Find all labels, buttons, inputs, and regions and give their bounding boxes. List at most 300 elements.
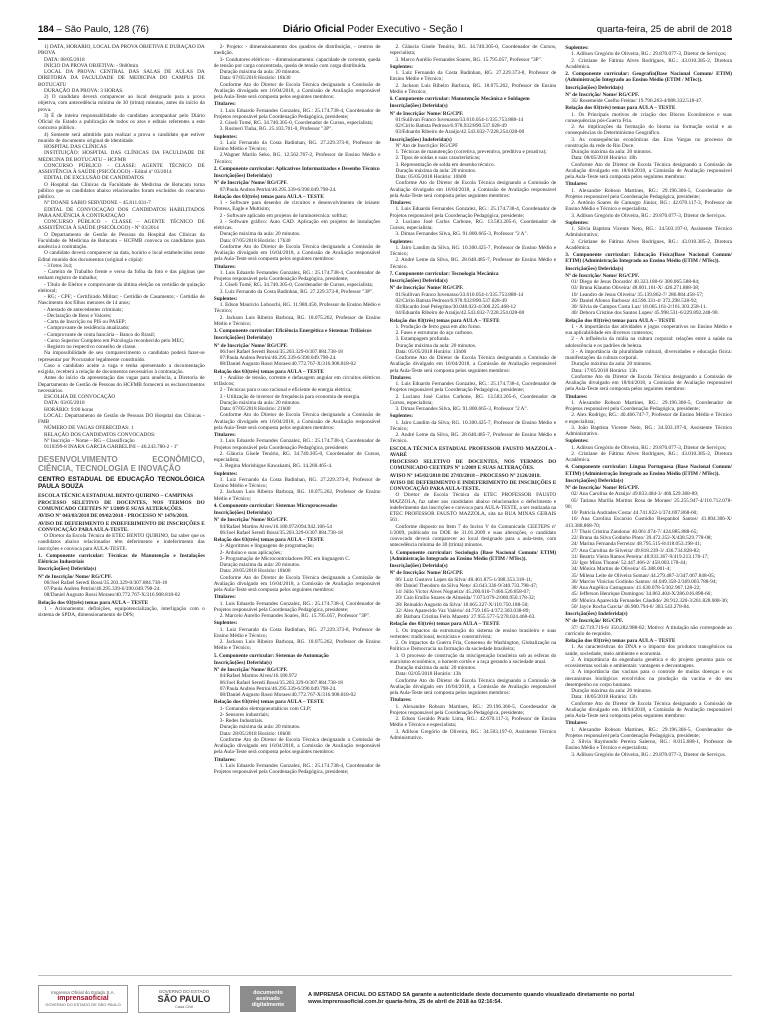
paragraph: 04/Eduardo Ribeiro de Araújo/42.543.032-7/228.254.028-00	[395, 310, 525, 317]
paragraph: Nº de Inscrição/ Nome/ RG/CPF.	[213, 517, 288, 524]
paragraph: AVISO Nº 043/03/2018 DE 09/02/2018 - PROCESSO Nº 1476/2018.	[38, 513, 189, 520]
paragraph: Suplentes:	[213, 470, 238, 477]
paragraph: 1. Os impactos da estruturação do sistema de ensino brasileiro e suas vertentes: tradicional, tecnicista e construtivista;	[389, 627, 557, 640]
paragraph: PROCESSO SELETIVO DE DOCENTES, NOS TERMOS DO COMUNICADO CEETEPS Nº 1/2009 E SUAS ALTERAÇÕES.	[389, 459, 557, 472]
paragraph: 16/ Ana Carolina Escarsio Custódio Respanhol Santos/ 41.804.306-X/ 413.388.868-70;	[565, 516, 732, 529]
paragraph: - Carta de Inscrição no PIS ou PASEP;	[44, 319, 127, 325]
paragraph: - Título de Eleitor e comprovante da última eleição ou certidão de quitação eleitoral;	[38, 281, 205, 294]
paragraph: Titulares:	[389, 374, 412, 381]
paragraph: Nº de Inscrição/ Nome/ RG/CPF.	[389, 285, 464, 292]
paragraph: 32/ Alex Aparecido Vaz Valério/ 44.759.165-4/372.303.038-89;	[395, 607, 530, 614]
paragraph: 08/Daniel Augusto Rossi Moraes/40.772.767-X/316.908.818-02	[44, 592, 181, 599]
column-3	[390, 44, 557, 969]
paragraph: Conforme Ato do Diretor de Escola Técnica designando a Comissão de Avaliação divulgado em 16/04/2018, a Comissão de Avaliação responsável pela Aula-Teste será composta pelos seguintes membros:	[389, 355, 557, 374]
digital-signature-badge	[240, 986, 296, 1012]
paragraph: 30/ Silvia de Campos Costa Luz/ 18.065.161-2/161.303.258-11.	[571, 304, 707, 310]
paragraph: Titulares:	[565, 720, 588, 727]
paragraph: Duração máxima da aula: 20 minutos.	[219, 562, 301, 568]
paragraph: AVISO DE DEFERIMENTO E INDEFERIMENTO DE INSCRIÇÕES E CONVOCAÇÃO PARA AULA-TESTE.	[38, 520, 205, 533]
paragraph: Duração máxima da aula: 20 minutos.	[219, 399, 301, 406]
paragraph: DATA: 03/05/2018	[44, 400, 85, 407]
paragraph: 07/Paula Andrea Petrini/46.295.339-6/390.049.798-24.	[219, 355, 337, 361]
paragraph: ESCOLHA DE CONVOCAÇÃO	[44, 394, 116, 400]
paragraph: Nº de Inscrição/ Nome/ RG/CPF.	[389, 110, 464, 117]
paragraph: Titulares:	[213, 432, 236, 438]
paragraph: 0110399-8 INARA GARCIA GARBELINI – 46.243.780-2 - 1º	[44, 444, 179, 450]
column-1-bottom-text	[38, 493, 205, 619]
paragraph: 1. Alexandre Robson Martines, RG.: 29.196.366-5, Coordenador de Projetos responsável pela Coordenação Pedagógica, presidente;	[389, 703, 557, 716]
paragraph: Suplentes:	[565, 219, 589, 226]
paragraph: 2. André Leme da Silva, RG. 28.648.485-7, Professor de Ensino Médio e Técnico.	[389, 257, 557, 270]
paragraph: NÚMERO DE VAGAS OFERECIDAS: 1	[44, 425, 134, 432]
paragraph: 1. Os Principais motivos de criação dos Blocos Econômicos e suas consequências pós-Guerra Fria.	[565, 111, 732, 124]
paragraph: 36/ Marcos Vinicius Godinho Santos/ 44.049.358-2/369.003.788-94;	[571, 578, 717, 585]
paragraph: - 3 fotos 3x4;	[44, 262, 73, 269]
paragraph: 1. Luis Eduardo Fernandes Gonzalez, RG.: 25.174.738-4, Coordenador de Projetos responsável pela Coordenação Pedagógica, presidente;	[213, 600, 381, 613]
paragraph: Conforme Ato do Diretor de Escola Técnica designando a Comissão de Avaliação divulgado em 16/04/2018, a Comissão de Avaliação responsável pela Aula-Teste será composta pelos seguintes membros:	[213, 736, 381, 756]
paragraph: O Hospital das Clínicas da Faculdade de Medicina de Botucatu torna público que os candidatos abaixo relacionados foram excluídos do concurso público.	[38, 181, 205, 200]
paragraph: Data: 07/05/2018 Horário: 18h30	[219, 75, 291, 82]
paragraph: 3. Componente curricular: Educação Física(Base Nacional Comum/ ETIM) (Administração Integrado ao Ensino Médio (ETIM / MTec)).	[565, 252, 732, 265]
paragraph: Suplentes:	[389, 238, 414, 245]
paragraph: 1. Silvia Baptista Vicente Neto, RG.: 34.503.197-0, Assistente Técnico Administrativo;	[565, 226, 732, 239]
paragraph: 2. Giseli Tomé, RG. 34.740.305-0, Coordenador de Cursos, especialista;	[219, 120, 374, 126]
paragraph: 3 - Utilização de inversor de frequência para economia de energia.	[219, 393, 361, 400]
paragraph: 1. Luis Eduardo Fernandes Gonzalez, RG.: 25.174.738-4, Coordenador de Projetos responsável pela Coordenação Pedagógica, presidente;	[213, 762, 381, 775]
paragraph: O Diretor da Escola Técnica de ETEC BENTO QUIRINO, faz saber que os candidatos abaixo relacionados têm deferimento e indeferimento das inscrições e convoca para AULA-TESTE.	[38, 533, 205, 552]
section-title: DESENVOLVIMENTO ECONÔMICO, CIÊNCIA, TECNOLOGIA E INOVAÇÃO	[38, 455, 205, 474]
paragraph: PROCESSO SELETIVO DE DOCENTES, NOS TERMOS DO COMUNICADO CEETEPS Nº 1/2009 E SUAS ALTERAÇÕES.	[38, 499, 205, 513]
paragraph: Inscrição(ões) Deferida(s)	[38, 566, 97, 573]
paragraph: 1 - A importância das atividades e jogos cooperativos no Ensino Médio e sua aplicabilidade em diversos contextos;	[565, 323, 732, 336]
paragraph: Titulares:	[213, 756, 236, 763]
paragraph: Conforme Ato do Diretor de Escola Técnica designando a Comissão de Avaliação divulgado em 18/04/2018, a Comissão de Avaliação responsável pela Aula-Teste será composta pelos seguintes membros:	[565, 700, 732, 719]
paragraph: 02/Cirilo Batista Pedroso/6.978.932/890.537.028-49	[395, 297, 507, 304]
paragraph: 2.Wagner Marilo Seko, RG. 12.562.767-2, Professor de Ensino Médio e Técnico;	[213, 152, 381, 165]
paragraph: Suplentes:	[389, 413, 414, 420]
paragraph: 3. Regina Morishigue Kawakami, RG. 14.260.465-4.	[219, 463, 333, 470]
paragraph: HOSPITAL DAS CLÍNICAS	[44, 144, 107, 150]
paragraph: 2. Gláucia Gisele Tenório, RG. 34.740.305-0, Coordenador de Cursos, especialista;	[389, 44, 557, 57]
paragraph: 1. Componente curricular: Sociologia (Base Nacional Comum/ ETIM) (Administração Integrado ao Ensino Médio (ETIM / MTec)).	[389, 549, 557, 562]
paragraph: Conforme Ato do Diretor de Escola Técnica designando a Comissão de Avaliação divulgado em 16/04/2018, a Comissão de Avaliação responsável pela Aula-Teste será composta pelos seguintes membros:	[213, 243, 381, 263]
paragraph: 3) É de inteira responsabilidade do candidato acompanhar pelo Diário Oficial do Estado a publicação de todos os atos e editais referentes a este concurso público.	[38, 112, 205, 132]
journal-title: Diário Oficial	[282, 23, 345, 35]
paragraph: Conforme Ato do Diretor de Escola Técnica designando a Comissão de Avaliação divulgado em 16/04/2018, a Comissão de Avaliação responsável pela Aula-Teste será composta pelos seguintes membros:	[213, 81, 381, 100]
paragraph: 06/Joel Rafael Seredi Bossi/35.203.329-0/307.884.738-18	[219, 529, 343, 536]
paragraph: O candidato deverá comparecer na data, horário e local estabelecidos neste Edital munido dos documentos (original e cópia):	[38, 250, 205, 263]
paragraph: Duração máxima da aula: 20 minutos.	[571, 688, 652, 694]
paragraph: Titulares:	[565, 181, 588, 188]
organization-title: CENTRO ESTADUAL DE EDUCAÇÃO TECNOLÓGICA PAULA SOUZA	[38, 476, 205, 491]
paragraph: 3. Estampagem profunda.	[395, 336, 450, 343]
paragraph: Suplentes:	[565, 438, 589, 445]
paragraph: Duração máxima da aula: 20 minutos.	[395, 342, 477, 349]
paragraph: 35/ Rosemeide Coelho Freitas/ 19.796.263-4/088.332.518-47.	[571, 98, 703, 104]
paragraph: - Registro no respectivo conselho de classe.	[44, 344, 137, 350]
paragraph: 2. Edson Geraldo Prado Lima, RG.: 42.670.117-3, Professor de Ensino Médio e Técnico e especialista;	[389, 716, 557, 729]
paragraph: 07/Paula Andrea Petrini/46.295.339-6/390.049.798-24.	[44, 586, 161, 593]
paragraph: 20/ Caio Emílio Soares de Almeida/ 7.073.079-2/060.950.178-32;	[395, 595, 536, 602]
journal-subtitle: Poder Executivo - Seção I	[347, 23, 463, 35]
paragraph: 1. Luis Eduardo Fernandes Gonzalez, RG.: 25.174.738-4, Coordenador de Projetos responsável pela Coordenação Pedagógica, presidente;	[213, 269, 381, 282]
cert-line-2: assinado	[256, 995, 280, 1002]
header-left	[38, 24, 149, 35]
paragraph: 1. Alexandre Robson Martines, RG.: 29.196.366-5, Coordenador de Projetos responsável pela Coordenação Pedagógica, presidente;	[565, 399, 732, 412]
paragraph: Duração máxima da aula: 20 minutos.	[219, 724, 301, 731]
paragraph: Inscrição(ões) Deferida(s)	[213, 173, 272, 179]
paragraph: Titulares:	[213, 594, 236, 601]
paragraph: 3. Luiz Fernando da Costa Badinhan, RG. 27.229.373-8, Professor "3P".	[219, 288, 374, 295]
imprensa-oficial-logo	[38, 985, 128, 1013]
paragraph: 3. Dimas Fernandes Silva, RG. 91.800.665-3, Professor "2 A".	[395, 406, 528, 412]
paragraph: 1 - Análise de tensão, corrente e defasagem angular em circuitos elétricos trifásicos;	[213, 374, 381, 387]
paragraph: O Diretor de Escola Técnica da ETEC PROFESSOR FAUSTO MAZZOLA, faz saber aos candidatos abaixo relacionados o deferimento e indeferimento das inscrições e convoca para AULA-TESTE, a ser realizada na ETEC PROFESSOR FAUSTO MAZZOLA, sita na RUA MINAS GERAIS 561.	[389, 492, 557, 524]
paragraph: HORÁRIO: 9:00 horas	[44, 406, 94, 413]
authenticity-notice: A IMPRENSA OFICIAL DO ESTADO SA garante a autenticidade deste documento quando visualizado diretamente no portal www.imprensaoficial.com.br quarta-feira, 25 de abril de 2018 às 02:16:54.	[308, 991, 635, 1005]
paragraph: 3. O processo de construção da miscigenação brasileira sob as esferas do marxismo econômico, o homem cortês e a raça gerando a sociedade atual.	[389, 652, 557, 665]
paragraph: 31/ Beatriz Vieira Ramos Pereira/ 48.933.367-9/419.213.178-17;	[571, 553, 709, 560]
paragraph: Nº Ato de Inscrição/ RG/CPF	[395, 142, 459, 149]
paragraph: ESCOLA TÉCNICA ESTADUAL BENTO QUIRINO – CAMPINAS	[38, 492, 194, 499]
paragraph: 08/Daniel Augusto Rossi Moraes/40.772.767-X/316.908.818-02	[219, 361, 356, 368]
paragraph: 45/ Jefferson Henrique Domingos/ 34.863.404-X/286.016.898-66;	[571, 591, 712, 598]
paragraph: 4. Componente curricular: Sistemas Microprocessados	[213, 502, 338, 509]
seal-top-text: Imprensa Oficial do Estado S.A.	[51, 990, 115, 995]
paragraph: 3. Rosineri Tiuba, RG. 25.103.701-0, Professor "3P".	[219, 126, 333, 133]
paragraph: 2. Componente curricular: Aplicativos Informatizados e Desenho Técnico	[213, 165, 380, 172]
paragraph: Conforme disposto no Item 7 do Inciso V do Comunicado CEETEPS nº 1/2009, publicado no DOE de 31.01.2009 e suas alterações, o candidato convocado deverá comparecer ao local designado para a aula-teste, com antecedência mínima de 30 (trinta) minutos.	[389, 523, 557, 549]
seal-bottom-text: GOVERNO DO ESTADO DE SÃO PAULO	[45, 1002, 121, 1007]
paragraph: Na impossibilidade de seu comparecimento o candidato poderá fazer-se representar por Procurador legalmente constituído.	[38, 350, 205, 363]
paragraph: 2. Alex Rodrigo, RG.: 40.466.747-7, Professor de Ensino Médio e Técnico e especialista;	[565, 412, 732, 425]
paragraph: - Carteira de Trabalho frente e verso da folha da foto e das páginas que tenham registro de trabalho;	[38, 269, 205, 282]
paragraph: 17/ Thais Cristina Zandona/ 40.061.074-7/ 424.885.888-65;	[571, 528, 698, 535]
paragraph: 2. Antônio Soares de Camargo Júnior, RG.: 42.670.117-3, Professor de Ensino Médio e Técnico e especialista;	[565, 200, 732, 213]
paragraph: 49/ Mônica Aparecida Fernandes Cândido/ 28.912.320-3/261.828.008-36;	[571, 597, 729, 604]
paragraph: Inscrição(ões) Indeferida(s)	[565, 611, 628, 617]
paragraph: 2. A importância da engenharia genética e do projeto genoma para os ecossistemas sociais e ambientais: vantagens e desvantagens.	[565, 656, 732, 669]
paragraph: Relação dos 03(três) temas para AULA – TESTE	[565, 105, 676, 112]
paragraph: 2. Os impactos da Guerra Fria, Consenso de Washington, Globalização na Política e Democracia na formação da sociedade brasileira;	[389, 640, 557, 653]
paragraph: 37/ 42.719.719-6/ 350.282.988-82; Motivo: A titulação não corresponde ao currículo de requisito.	[565, 624, 732, 637]
paragraph: 1) DATA, HORÁRIO, LOCAL DA PROVA OBJETIVA E DURAÇÃO DA PROVA	[38, 44, 205, 57]
paragraph: 2) O candidato deverá comparecer ao local designado para a prova objetiva, com antecedência mínima de 30 (trinta) minutos, antes do início da prova.	[38, 94, 205, 113]
paragraph: LOCAL: Departamento de Gestão de Pessoas DO Hospital das Clínicas - FMB	[38, 412, 205, 425]
paragraph: Nº DOANE SABIO SERVIDONE – 45.811.031-7	[44, 200, 151, 207]
paragraph: Nº Inscrição – Nome – RG – Classificação	[44, 437, 135, 444]
paragraph: 3. As consequências econômicas das Eras Vargas no processo de construção da rede do Rio Doce.	[565, 136, 732, 149]
paragraph: 2. Luciano José Carlos Carbone, RG. 13.583.205-6, Coordenador de Cursos, especialista;	[389, 393, 557, 406]
paragraph: INSTITUIÇÃO: HOSPITAL DAS CLÍNICAS DA FACULDADE DE MEDICINA DE BOTUCATU – HCFMB	[38, 150, 205, 163]
paragraph: 2. Jackson Luis Ribeiro Barboza, RG. 18.075.262, Professor de Ensino Médio e Técnico;	[213, 489, 381, 502]
paragraph: Nº de Inscrição/ Nome/ RG/CPF.	[213, 180, 288, 187]
column-4	[565, 44, 732, 969]
governo-sp-logo	[138, 985, 230, 1013]
paragraph: 1. Produção de ferro gusa em alto forno.	[395, 323, 481, 330]
paragraph: 01/ Diego de Jesus Docardo/ 40.323.180-6/ 380.065.588-84;	[571, 279, 700, 285]
paragraph: 14/ Júlio Victor Alves Nogueira/ 45.200.610-7/466.526.858-07;	[395, 589, 531, 595]
paragraph: 1. Luis Eduardo Fernandes Gonzalez, RG.: 25.174.738-4, Coordenador de Projetos responsável pela Coordenação Pedagógica, presidente;	[389, 381, 557, 394]
gov-name: SÃO PAULO	[157, 993, 211, 1004]
paragraph: 2. André Leme da Silva, RG. 28.648.485-7, Professor de Ensino Médio e Técnico.	[389, 432, 557, 445]
paragraph: 3. Marco Aurélio Fernandes Soares, RG. 15.795.057, Professor "3P".	[395, 56, 543, 63]
paragraph: CONCURSO PÚBLICO - CLASSE: AGENTE TÉCNICO DE ASSISTÊNCIA À SAÚDE (PSICÓLOGO) - Edital nº 03/2014	[38, 162, 205, 175]
paragraph: - RG; - CPF; - Certificado Militar; - Certidão de Casamento; - Certidão de Nascimento dos filhos menores de 14 anos;	[38, 294, 205, 307]
paragraph: 06/Joel Rafael Seredi Bossi/35.203.329-0/307.884.738-18	[219, 348, 343, 355]
paragraph: Inscrição(ões) Deferida(s)	[565, 477, 624, 484]
paragraph: 1. Luiz Fernando da Costa Badinhan, RG. 27.229.373-8, Professor de Ensino Médio e Técnico;	[213, 626, 381, 639]
paragraph: 2. Marcelo Aurelio Fernandes Soares, RG. 15.795.057, Professor "3P".	[219, 613, 371, 619]
paragraph: Titulares:	[213, 101, 236, 108]
paragraph: Nº de Inscrição/ Nome/ RG/CPF.	[38, 573, 112, 580]
paragraph: 1. Luis Eduardo Fernandes Gonzalez, RG.: 25.174.738-4, Coordenador de Projetos responsável pela Coordenação Pedagógica, presidente;	[389, 206, 557, 219]
paragraph: Nº de Inscrição/ Nome/ RG/CPF.	[213, 342, 288, 349]
paragraph: 2. Jackson Luis Ribeiro Barboza, RG. 18.075.262, Professor de Ensino Médio e Técnico;	[213, 314, 381, 327]
paragraph: Conforme Ato do Diretor de Escola Técnica designando a Comissão de Avaliação divulgado em 18/04/2018, a Comissão de Avaliação responsável pela Aula-Teste será composta pelos seguintes membros:	[565, 373, 732, 393]
paragraph: 2. Sílvia Raymundo Pereira Salerno, RG.: 8.015.688-1, Professor de Ensino Médio e Técnico e especialista;	[565, 739, 732, 752]
paragraph: 04/Rafael Martins Alves/16.180.972/094.942.106-54	[219, 523, 332, 530]
paragraph: Duração máxima da aula: 20 minutos.	[571, 361, 652, 368]
paragraph: 3- Redes Industriais.	[219, 718, 264, 724]
paragraph: 2. Cristiane de Fátima Alves Rodrigues, RG.: 43.010.385-2, Diretora Acadêmica.	[565, 450, 732, 463]
paragraph: Duração máxima da aula: 20 minutos.	[395, 167, 477, 174]
paragraph: 3. João Baptista Vicente Neto, RG.: 34.503.197-0, Assistente Técnico Administrativo.	[565, 424, 732, 437]
paragraph: 1. As características do DNA e o impacto dos produtos transgênicos na saúde, sociedade, meio ambiente e economia.	[565, 644, 732, 657]
paragraph: 3. Dimas Fernandes Silva, RG. 91.800.665-3, Professor "2 A".	[395, 231, 528, 238]
paragraph: 27/ Ana Carolina de Silveira/ 49.818.239-3/ 436.734.828-82;	[571, 547, 701, 554]
paragraph: Nº de Inscrição/ RG/CPF.	[565, 618, 624, 625]
paragraph: 35/ Milena Leite de Oliveira Soman/ 44.279.487-3/347.067.848-05;	[571, 572, 716, 579]
paragraph: Relação dos 03(três) temas para AULA – TESTE	[565, 317, 676, 324]
paragraph: Conforme Ato do Diretor de Escola Técnica designando a Comissão de Avaliação divulgado em 16/04/2018, a Comissão de Avaliação responsável pela Aula-Teste será composta pelos seguintes membros:	[389, 180, 557, 199]
article-columns	[38, 44, 732, 969]
paragraph: EDITAL DE EXCLUSÃO DE CANDIDATOS	[44, 175, 144, 182]
paragraph: 2. Tipos de soldas e suas características;	[395, 155, 481, 162]
paragraph: Relação dos 03(três) temas para AULA – TESTE	[389, 621, 500, 628]
paragraph: Suplentes:	[213, 620, 238, 627]
paragraph: DATA: 08/05/2018	[44, 56, 85, 63]
paragraph: - Atestado de antecedentes criminais;	[44, 306, 123, 313]
paragraph: 01/Sullivan Franco Iuvenasso/33.610.054-1/335.753.888-14	[395, 291, 524, 298]
paragraph: 3 - Software gráfico: Auto CAD. Aplicação em projetos de instalações elétricas.	[213, 218, 381, 231]
paragraph: EDITAL DE CONVOCAÇÃO DOS CANDIDATOS HABILITADOS PARA ANUÊNCIA À CONTRATAÇÃO	[38, 206, 205, 219]
paragraph: 3. Adilson Gregório de Oliveira, RG.: 29.870.077-3, Diretor de Serviços.	[571, 212, 727, 219]
paragraph: Titulares:	[389, 200, 412, 206]
paragraph: Duração máxima da aula: 20 minutos.	[571, 149, 652, 155]
paragraph: Data: 07/05/2018 Horário: 21h00	[219, 406, 291, 412]
paragraph: 38/ Ana Angélica Castagnaro/ 41.630.078-5/302.967.128-22;	[571, 585, 701, 591]
paragraph: 1 - Acionamento: definições, equipotencialização, interligação com o sistema de SPDA, dimensionamento de DPS;	[38, 605, 205, 619]
paragraph: Titulares:	[389, 697, 412, 704]
paragraph: 10/ Leandro de Jesus Oliveira/ 35.139.862-7/ 286.884.458-57;	[571, 291, 704, 298]
journal-title-block	[283, 24, 463, 35]
paragraph: 1. Luiz Fernando da Costa Badinhan, RG. 27.229.373-8, Professor de Ensino Médio e Técnico;	[213, 139, 381, 152]
paragraph: 03/Ricardo José Pelegrino/30.048.023-4/300.225.468-12	[395, 304, 516, 310]
paragraph: Nº de Inscrição/ Nome/ RG/CPF.	[213, 667, 288, 673]
paragraph: 5. Componente curricular: Sistemas de Automação	[213, 652, 329, 659]
paragraph: INÍCIO DA PROVA OBJETIVA: - 9h00min	[44, 62, 139, 69]
paragraph: 08/ Daniel Theodoro da Silva Neto/ 43.643.336-9/340.733.798-47;	[395, 582, 538, 589]
paragraph: Relação dos 03(três) temas para AULA – TESTE	[565, 638, 676, 644]
paragraph: 1. Adilson Gregório de Oliveira, RG.: 29.870.077-3, Diretor de Serviços;	[571, 51, 727, 58]
paragraph: 1. Luis Eduardo Fernandes Gonzalez, RG.: 25.174.738-4, Coordenador de Projetos responsável pela Coordenação Pedagógica, presidente;	[213, 107, 381, 120]
paragraph: 1- Algoritmos e linguagens de programação;	[219, 543, 315, 550]
paragraph: 07/Paula Andrea Petrini/46.295.339-6/390.049.798-24.	[219, 685, 337, 692]
paragraph: Relação dos 03(três) temas para AULA – TESTE	[213, 368, 324, 375]
paragraph: 2 - A influência da mídia na cultura corporal: relações entre a saúde na adolescência e os padrões de beleza.	[565, 336, 732, 349]
paragraph: - Declaração de Bens e Valores;	[44, 312, 112, 319]
paragraph: Suplentes:	[565, 45, 589, 51]
column-1	[38, 44, 205, 969]
header-date: quarta-feira, 25 de abril de 2018	[596, 23, 732, 35]
paragraph: O Departamento de Gestão de Pessoas do Hospital das Clínicas da Faculdade de Medicina de Botucatu – HCFMB convoca os candidatos para anuência à contratação.	[38, 231, 205, 250]
paragraph: 1. Alexandre Robson Martines, RG.: 29.196.366-5, Coordenador de Projetos responsável pela Coordenação Pedagógica, presidente;	[565, 726, 732, 739]
paragraph: AVISO DE DEFERIMENTO E INDEFERIMENTO DE INSCRIÇÕES E CONVOCAÇÃO PARA AULA-TESTE.	[389, 479, 557, 492]
paragraph: RELAÇÃO DOS CANDIDATOS CONVOCADOS:	[44, 431, 156, 438]
paragraph: Conforme Ato do Diretor de Escola Técnica designando a Comissão de Avaliação divulgado em 16/04/2018, a Comissão de Avaliação responsável pela Aula-Teste será composta pelos seguintes membros:	[213, 412, 381, 431]
paragraph: AVISO Nº 145/02/2018 DE 27/03/2018 – PROCESSO Nº 2126/2018.	[389, 472, 541, 479]
paragraph: 06/Joel Rafael Seredi Bossi/35.203.329-0/307.884.738-18	[219, 679, 343, 686]
paragraph: 2. Luciano José Carlos Carbone, RG. 13.583.205-6, Coordenador de Cursos, especialista;	[389, 218, 557, 231]
paragraph: Conforme Ato do Diretor de Escola Técnica designando a Comissão de Avaliação divulgado em 18/04/2018, a Comissão de Avaliação responsável pela Aula-Teste será composta pelos seguintes membros:	[565, 161, 732, 180]
paragraph: LOCAL DA PROVA: CENTRAL DAS SALAS DE AULAS DA DIRETORIA DA FACULDADE DE MEDICINA DO CAMPUS DE BOTUCATU	[38, 69, 205, 88]
paragraph: 28/ Reinaldo Augusto da Silva/ 18.665.327-X/110.750.188-50;	[395, 601, 529, 608]
seal-name: imprensaoficial	[57, 995, 109, 1002]
paragraph: 3- Programação de Microcontroladores PIC em linguagem C.	[219, 555, 351, 562]
paragraph: Data: 28/05/2018 Horário: 18h00	[219, 568, 291, 575]
paragraph: Titulares:	[565, 393, 588, 400]
paragraph: Conforme Ato do Diretor de Escola Técnica designando a Comissão de Avaliação divulgado em 16/04/2018, a Comissão de Avaliação responsável pela Aula-Teste será composta pelos seguintes membros:	[213, 574, 381, 593]
paragraph: Titulares:	[213, 263, 236, 270]
paragraph: 2- Projeto: - dimensionamento dos quadros de distribuição, - centros de medição.	[213, 44, 381, 57]
paragraph: Inscrição(ões) Deferida(s)	[213, 335, 272, 342]
paragraph: - Comprovante de residência atualizado;	[44, 325, 130, 332]
paragraph: 06/ Luiz Gustavo Lopes da Silva/ 48.461.875-1/388.353.318-11;	[395, 576, 533, 583]
paragraph: CONCURSO PÚBLICO - CLASSE – AGENTE TÉCNICO DE ASSISTÊNCIA À SAÚDE (PSICÓLOGO) - Nº 03/2014	[38, 219, 205, 232]
paragraph: 1. Luiz Fernando da Costa Badinhan, RG. 27.229.373-8, Professor de Ensino Médio e Técnico;	[389, 70, 557, 83]
page-footer	[38, 975, 732, 1015]
column-2	[214, 44, 381, 969]
paragraph: 1. Componente curricular: Técnicas de Manutenção e Instalações Elétricas Industriais	[38, 552, 205, 566]
paragraph: 06/Joel Rafael Seredi Bossi/35.203.329-0/307.884.738-18	[44, 579, 168, 586]
paragraph: 2. Jackson Luis Ribeiro Barboza, RG. 18.075.262, Professor de Ensino Médio e Técnico;	[389, 82, 557, 95]
paragraph: 1 - Software para desenho de circuitos e desenvolvimento de leiaute: Proteus, Eagle e Multisim;	[213, 200, 381, 213]
paragraph: 1. Técnicas de manutenção (corretiva, preventiva, preditiva e proativa);	[395, 149, 547, 155]
paragraph: Inscrição(ões) Indeferida(s)	[389, 136, 452, 143]
paragraph: Data: 17/05/2018 Horário: 13h	[571, 367, 637, 374]
paragraph: Nº de Inscrição/ Nome/ RG/CPF.	[565, 272, 640, 279]
paragraph: 7. Componente curricular: Tecnologia Mecânica	[389, 270, 499, 277]
paragraph: 02/ Ana Carolina de Araújo/ 49.833.484-3/ 460.529.368-89;	[571, 491, 699, 498]
paragraph: 40/ Debora Cristine dos Santos Lopes/ 45.998.531-6/229.892.248-90.	[571, 310, 719, 317]
gov-top-text: GOVERNO DO ESTADO	[158, 988, 210, 994]
paragraph: Inscrição(ões) Deferida(s)	[213, 510, 272, 516]
paragraph: 22/ Bruna da Silva Godinho Pinto/ 39.472.352-X/438.529.778-08;	[571, 535, 712, 541]
paragraph: 33/ Igor Miras Thomé/ 52.447.466-2/ 458.003.178-44;	[571, 560, 687, 566]
paragraph: 08/Daniel Augusto Rossi Moraes/40.772.767-X/316.908.818-02	[219, 692, 356, 698]
paragraph: 2. Fases e estruturas do aço carbono.	[395, 330, 474, 336]
paragraph: 1. Luis Eduardo Fernandes Gonzalez, RG.: 25.174.738-4, Coordenador de Projetos responsável pela Coordenação Pedagógica, presidente;	[213, 438, 381, 451]
page-number: 184	[38, 23, 54, 35]
paragraph: Suplentes:	[389, 63, 414, 70]
paragraph: 2. As implicações da formação do bioma na formação social e as consequências do Determinismo Geográfico.	[565, 124, 732, 137]
paragraph: Inscrição(ões) Deferida(s)	[389, 103, 448, 110]
paragraph: Suplentes:	[213, 133, 238, 140]
paragraph: 24/ Marina Fernanda Ferreira/ 48.795.515-8/418.053.198-41;	[571, 541, 702, 548]
paragraph: ESCOLA TÉCNICA ESTADUAL PROFESSOR FAUSTO MAZZOLA - AVARÉ	[389, 445, 557, 458]
paragraph: Antes do início da apresentação das vagas para anuência, a Diretoria de Departamento de Gestão de Pessoas do HCFMB fornecerá os esclarecimentos necessários.	[38, 375, 205, 394]
paragraph: Inscrição(ões) Deferida(s)	[565, 84, 624, 91]
paragraph: Relação dos 03(três) temas para AULA – TESTE	[213, 699, 324, 706]
paragraph: Data: 07/05/2018 Horário: 17h30	[219, 237, 291, 244]
paragraph: Inscrição(ões) Deferida(s)	[565, 265, 624, 272]
paragraph: 3. Adilson Gregório de Oliveira, RG.: 29.870.077-3, Diretor de Serviços.	[571, 751, 727, 758]
paragraph: 1. Luiz Fernando da Costa Badinhan, RG. 27.229.373-8, Professor de Ensino Médio e Técnico;	[213, 476, 381, 489]
paragraph: - Comprovante de conta bancária – Banco do Brasil;	[44, 331, 156, 338]
paragraph: 6. Componente curricular: Manutenção Mecânica e Soldagem	[389, 96, 530, 102]
paragraph: Caso o candidato aceite a vaga e tenha apresentado a documentação exigida, receberá a relação de documentos necessários à contratação.	[38, 362, 205, 375]
paragraph: 03/ Bruna Klaumn Oliveira/ 48.001.161-X/ 426.271.888-38;	[571, 285, 700, 292]
paragraph: 3. Representação de solda em desenho técnico.	[395, 161, 495, 168]
paragraph: 1. Jairo Landim da Silva, RG. 10.300.425-7, Professor de Ensino Médio e Técnico;	[389, 244, 557, 257]
paragraph: 02/Cirilo Batista Pedroso/6.978.932/890.537.028-49	[395, 123, 507, 129]
paragraph: 2. Componente curricular: Geografia(Base Nacional Comum/ ETIM) (Administração Integrado ao Ensino Médio (ETIM / MTec)).	[565, 71, 732, 84]
paragraph: Data: 05/05/2018 Horário: 10h00	[395, 174, 467, 180]
column-1-top-text	[38, 44, 205, 450]
paragraph: 3. A importância das vacinas para o controle de muitas doenças e os mecanismos biológicos envolvidos na produção da vacina e do seu desempenho no corpo humano.	[565, 669, 732, 688]
paragraph: Relação dos 03(três) temas para AULA – TESTE	[213, 193, 324, 200]
paragraph: 2. Cristiane de Fátima Alves Rodrigues, RG.: 43.010.385-2, Diretora Acadêmica.	[565, 238, 732, 251]
paragraph: 03/Eduardo Ribeiro de Araújo/42.543.032-7/228.254.028-00	[395, 129, 525, 136]
paragraph: 3. Adilson Gregório de Oliveira, RG.: 34.503.197-0, Assistente Técnico Administrativo.	[389, 728, 557, 741]
paragraph: 07/Paula Andrea Petrini/46.295.339-6/390.049.798-24.	[219, 186, 337, 193]
paragraph: 3 - A importância da pluralidade cultural, diversidades e educação física: manifestações da cultura corporal.	[565, 348, 732, 361]
paragraph: 1. Edson Maurício Loboschi, RG. 11.980.450, Professor de Ensino Médio e Técnico;	[213, 302, 381, 315]
paragraph: 26/ Daniel Afonso Barbosa/ 44.596.331-4/ 372.298.538-92;	[571, 297, 698, 304]
header-location: São Paulo, 128 (76)	[64, 23, 149, 35]
paragraph: 2. Gláucia Gisele Tenório, RG. 34.740.305-0, Coordenador de Cursos, especialista;	[213, 450, 381, 463]
paragraph: 2. Giseli Tomé, RG. 34.740.305-0, Coordenador de Cursos, especialista;	[219, 282, 374, 289]
paragraph: 01/Sullivan Franco Iuvenasso/33.610.054-1/335.753.888-14	[395, 116, 524, 123]
paragraph: Suplentes:	[213, 295, 238, 302]
paragraph: 1. Alexandre Robson Martines, RG.: 29.196.366-5, Coordenador de Projetos responsável pela Coordenação Pedagógica, presidente;	[565, 187, 732, 200]
paragraph: 4. Componente curricular: Língua Portuguesa (Base Nacional Comum/ ETIM) (Administração Integrado ao Ensino Médio (ETIM / MTec)).	[565, 464, 732, 477]
paragraph: Inscrição(ões) Deferida(s)	[389, 278, 448, 284]
paragraph: Nº de Inscrição/ Nome/ RG/CPF.	[565, 91, 640, 98]
paragraph: 2- Arduino e suas aplicações;	[219, 549, 282, 556]
paragraph: Nº de Inscrição/ Nome/ RG/CPF.	[389, 570, 464, 577]
paragraph: 1. Adilson Gregório de Oliveira, RG.: 29.870.077-3, Diretor de Serviços;	[571, 444, 727, 451]
paragraph: 2. Jackson Luis Ribeiro Barboza, RG. 18.075.262, Professor de Ensino Médio e Técnico;	[213, 639, 381, 652]
page-header	[38, 22, 732, 36]
paragraph: 2 - Técnicas para o uso racional e eficiente de energia elétrica;	[219, 387, 352, 394]
paragraph: 2- Sensores industriais;	[219, 711, 270, 718]
paragraph: Data: 08/05/2018 Horário: 18h	[571, 155, 637, 162]
paragraph: 34/ Mônica Martins de Oliveira/ 45.388.001-4;	[571, 566, 671, 573]
paragraph: 3. Componente curricular: Eficiência Energética e Sistemas Trifásicos	[213, 328, 372, 334]
paragraph: 10/ Patricia Andrades Costa/ 44.741.822-1/374.697.868-60;	[571, 510, 698, 516]
paragraph: Inscrição(ões) Deferida(s)	[213, 659, 272, 666]
paragraph: Data: 28/05/2018 Horário: 18h00	[219, 730, 291, 737]
paragraph: DURAÇÃO DA PROVA: 3 HORAS.	[44, 87, 124, 94]
paragraph: - Curso Superior Completo em Psicologia reconhecido pelo MEC;	[44, 337, 185, 344]
gov-bottom-text: Casa Civil	[174, 1003, 193, 1009]
paragraph: Inscrição(ões) Deferida(s)	[389, 563, 448, 569]
paragraph: 3- Condutores elétricos: - dimensionamento: capacidade de corrente, queda de tensão por carga concentrada, queda de tensão com carga distribuída.	[213, 56, 381, 69]
paragraph: Data: 05/05/2018 Horário: 13h00	[395, 348, 467, 355]
cert-line-1: documento	[253, 989, 283, 996]
